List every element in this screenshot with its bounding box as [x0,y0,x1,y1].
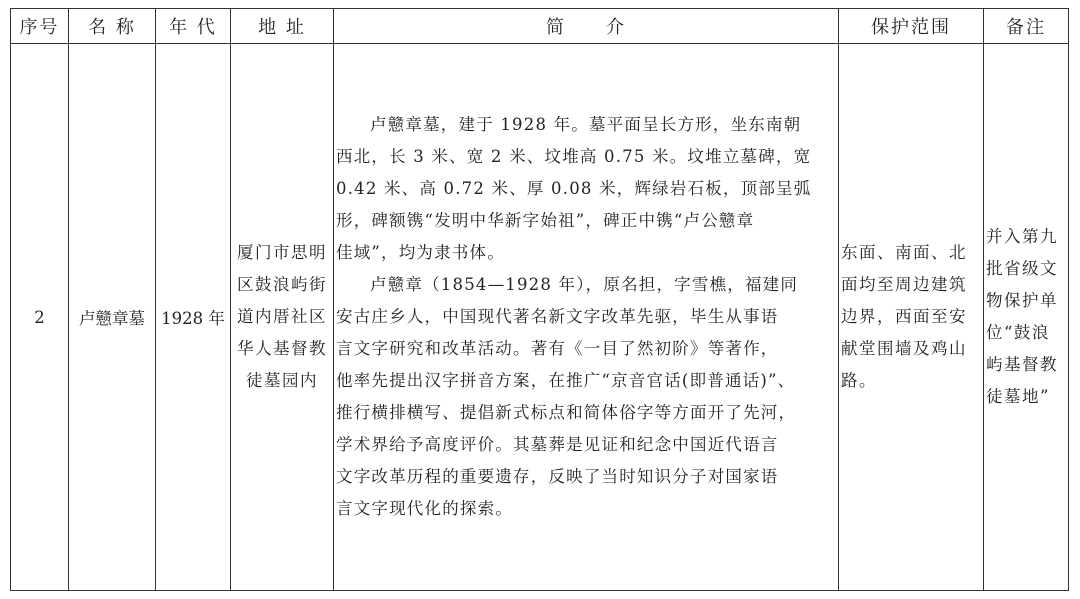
intro-line: 安古庄乡人，中国现代著名新文字改革先驱，毕生从事语 [336,307,779,326]
intro-line: 言文字现代化的探索。 [336,499,513,518]
intro-line: 卢戆章墓，建于 1928 年。墓平面呈长方形，坐东南朝 [370,115,802,134]
header-intro: 简 介 [334,9,839,44]
cell-index: 2 [11,44,69,591]
intro-line: 文字改革历程的重要遗存，反映了当时知识分子对国家语 [336,467,779,486]
cell-remark [984,44,1069,591]
intro-line: 言文字研究和改革活动。著有《一目了然初阶》等著作， [336,339,779,358]
address-line: 道内厝社区 [237,307,327,326]
header-address: 地 址 [231,9,334,44]
header-remark: 备注 [984,9,1069,44]
address-line: 徒墓园内 [246,371,318,390]
cell-scope [839,44,984,591]
header-index: 序号 [11,9,69,44]
remark-line: 位“鼓浪 [986,323,1050,342]
intro-line: 卢戆章（1854—1928 年），原名担，字雪樵，福建同 [370,275,799,294]
cell-name: 卢戆章墓 [69,44,156,591]
intro-line: 佳域”，均为隶书体。 [336,243,505,262]
remark-line: 徒墓地” [986,387,1050,406]
intro-line: 推行横排横写、提倡新式标点和简体俗字等方面开了先河， [336,403,797,422]
scope-line: 路。 [841,371,877,390]
intro-line: 0.42 米、高 0.72 米、厚 0.08 米，辉绿岩石板，顶部呈弧 [336,179,812,198]
scope-line: 献堂围墙及鸡山 [841,339,967,358]
intro-line: 学术界给予高度评价。其墓葬是见证和纪念中国近代语言 [336,435,779,454]
scope-line: 边界，西面至安 [841,307,967,326]
header-row [11,9,1069,44]
remark-line: 批省级文 [986,259,1058,278]
address-line: 华人基督教 [237,339,327,358]
intro-line: 形，碑额镌“发明中华新字始祖”，碑正中镌“卢公戆章 [336,211,755,230]
cell-era: 1928 年 [156,44,231,591]
scope-line: 东面、南面、北 [841,243,967,262]
table-row [11,44,1069,591]
cell-address [231,44,334,591]
cell-intro [334,44,839,591]
heritage-table [10,8,1069,591]
header-era: 年 代 [156,9,231,44]
intro-line: 西北，长 3 米、宽 2 米、坟堆高 0.75 米。坟堆立墓碑，宽 [336,147,812,166]
remark-line: 并入第九 [986,227,1058,246]
header-scope: 保护范围 [839,9,984,44]
address-line: 厦门市思明 [237,243,327,262]
remark-line: 屿基督教 [986,355,1058,374]
intro-line: 他率先提出汉字拼音方案，在推广“京音官话(即普通话)”、 [336,371,796,390]
remark-line: 物保护单 [986,291,1058,310]
header-name: 名 称 [69,9,156,44]
scope-line: 面均至周边建筑 [841,275,967,294]
address-line: 区鼓浪屿街 [237,275,327,294]
